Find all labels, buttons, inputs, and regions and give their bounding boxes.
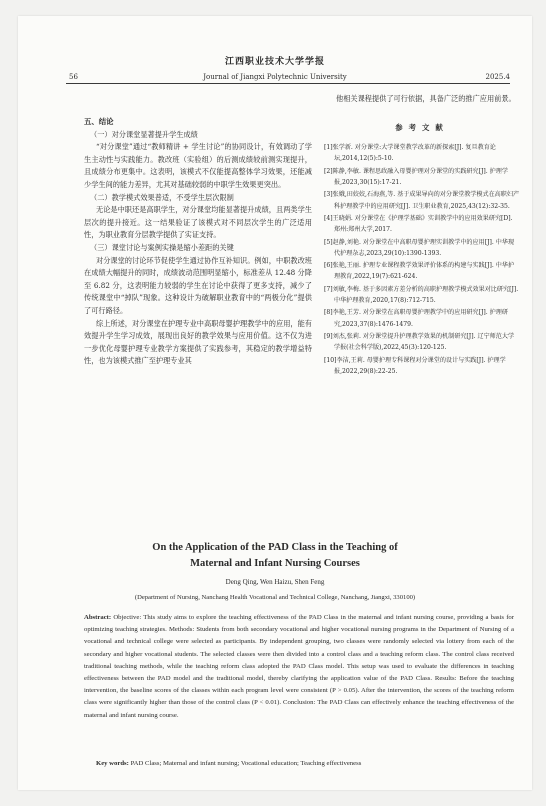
reference-item: [10]李洁,王莉. 母婴护理专科课程对分课堂的设计与实践[J]. 护理学报,2022,29(8):22-25. — [324, 356, 506, 375]
continuation-paragraph: 他相关课程提供了可行依据，具备广泛的推广应用前景。 — [336, 94, 516, 103]
reference-item: [3]张娥,田姣姣,石海燕,等. 基于成果导向的对分课堂教学模式在高职妇产科护理教学中的应用研究[J]. 卫生职业教育,2025,43(12):32-35. — [324, 191, 520, 210]
subsection-heading-1: （一）对分课堂显著提升学生成绩 — [90, 129, 198, 139]
journal-title-cn: 江西职业技术大学学报 — [224, 57, 325, 67]
right-column — [324, 93, 520, 378]
subsection-heading-3: （三）课堂讨论与案例实操是缩小差距的关键 — [90, 242, 234, 252]
header-rule — [66, 83, 510, 84]
reference-item: [1]张学新. 对分课堂:大学课堂教学改革的新探索[J]. 复旦教育论坛,2014,12(5):5-10. — [324, 144, 496, 163]
abstract-text: Objective: This study aims to explore the teaching effectiveness of the PAD Class in the maternal and infant nursing course, providing a basis for optimizing teaching strategies. Methods: Students from both secondary vocational and higher vocational nursing programs in the Department of Nursing of a vocational and technical college were selected as participants. By independent grouping, two classes were randomly selected via lottery from each of the secondary and higher vocational students. The selected classes were then divided into a control class and a teaching reform class. The control class received traditional teaching methods, while the teaching reform class adopted the PAD Class model. This setup was used to evaluate the differences in teaching effectiveness between the PAD model and the traditional model, thereby clarifying the application value of the PAD Class. Results: Before the teaching intervention, the baseline scores of the classes within each program level were consistent (P > 0.05). After the intervention, the scores of the teaching reform class were significantly higher than those of the control class (P < 0.01). Conclusion: The PAD Class can effectively enhance the teaching effectiveness of the maternal and infant nursing course. — [84, 614, 514, 719]
paragraph-1: “对分课堂”通过“教师精讲 + 学生讨论”的协同设计，有效调动了学生主动性与实践能力。教改班（实验组）的后测成绩较前测实现提升，且成绩分布更集中。这表明，该模式不仅能提高整体学习效果，还能减少学生间的能力差异，尤其对基础较弱的中职学生效果更突出。 — [84, 142, 312, 189]
keywords-label: Key words: — [96, 760, 129, 767]
reference-item: [2]陈静,李敏. 课程思政融入母婴护理对分课堂的实践研究[J]. 护理学报,2023,30(15):17-21. — [324, 167, 508, 187]
keywords-text: PAD Class; Maternal and infant nursing; Vocational education; Teaching effectiveness — [128, 760, 362, 767]
english-affiliation: (Department of Nursing, Nanchang Health Vocational and Technical College, Nanchang, Jiangxi, 330100) — [134, 594, 416, 601]
english-title-line-2: Maternal and Infant Nursing Courses — [190, 558, 360, 569]
reference-item: [8]李艳,王芳. 对分课堂在高职母婴护理教学中的应用研究[J]. 护理研究,2023,37(8):1476-1479. — [324, 309, 508, 328]
english-title-line-1: On the Application of the PAD Class in the Teaching of — [152, 542, 398, 553]
reference-item: [5]赵静,刘艳. 对分课堂在中高职母婴护理实训教学中的应用[J]. 中华现代护理杂志,2023,29(10):1390-1393. — [324, 238, 515, 257]
paragraph-2: 无论是中职还是高职学生，对分课堂均能显著提升成绩，且两类学生层次的提升接近。这一结果验证了该模式对不同层次学生的广泛适用性，为职业教育分层教学提供了实证支持。 — [84, 205, 312, 240]
left-column — [84, 116, 312, 368]
abstract-label: Abstract: — [84, 614, 112, 621]
english-authors: Deng Qing, Wen Haizu, Shen Feng — [225, 578, 325, 586]
paragraph-4: 综上所述，对分课堂在护理专业中高职母婴护理教学中的应用，能有效提升学生学习成效，展现出良好的教学效果与应用价值。这不仅为进一步优化母婴护理专业教学方案提供了实践参考，其稳定的教学增益特性，也为该模式推广至护理专业其 — [84, 318, 312, 366]
reference-item: [6]张艳,王丽. 护理专业课程教学效果评价体系的构建与实践[J]. 中华护理教育,2022,19(7):621-624. — [324, 262, 515, 281]
issue-number: 2025.4 — [485, 73, 510, 81]
reference-item: [9]刘杰,张莉. 对分课堂提升护理教学效果的机制研究[J]. 辽宁师范大学学报(社会科学版),2022,45(3):120-125. — [324, 332, 515, 352]
reference-item: [7]刘敏,李梅. 基于多因素方差分析的高职护理教学模式效果对比研究[J]. 中华护理教育,2020,17(8):712-715. — [324, 285, 519, 305]
journal-page — [18, 16, 532, 790]
english-title — [58, 540, 492, 572]
english-keywords — [96, 760, 516, 767]
references-heading: 参考文献 — [395, 122, 449, 132]
english-abstract — [84, 612, 514, 722]
reference-item: [4]王晓娟. 对分课堂在《护理学基础》实训教学中的应用效果研究[D]. 郑州:郑州大学,2017. — [324, 214, 513, 234]
subsection-heading-2: （二）教学模式效果普适，不受学生层次限制 — [90, 192, 234, 202]
paragraph-3: 对分课堂的讨论环节促使学生通过协作互补知识。例如，中职教改班在成绩大幅提升的同时，成绩波动范围明显缩小，标准差从 12.48 分降至 6.82 分，这表明能力较弱的学生在讨论中获得了更多支持，减少了传统课堂中“掉队”现象。这种设计为破解职业教育中的“两极分化”提供了可行路径。 — [84, 255, 312, 315]
page-number: 56 — [69, 73, 78, 81]
journal-title-en: Journal of Jiangxi Polytechnic University — [203, 73, 347, 81]
section-heading: 五、结论 — [84, 117, 114, 126]
